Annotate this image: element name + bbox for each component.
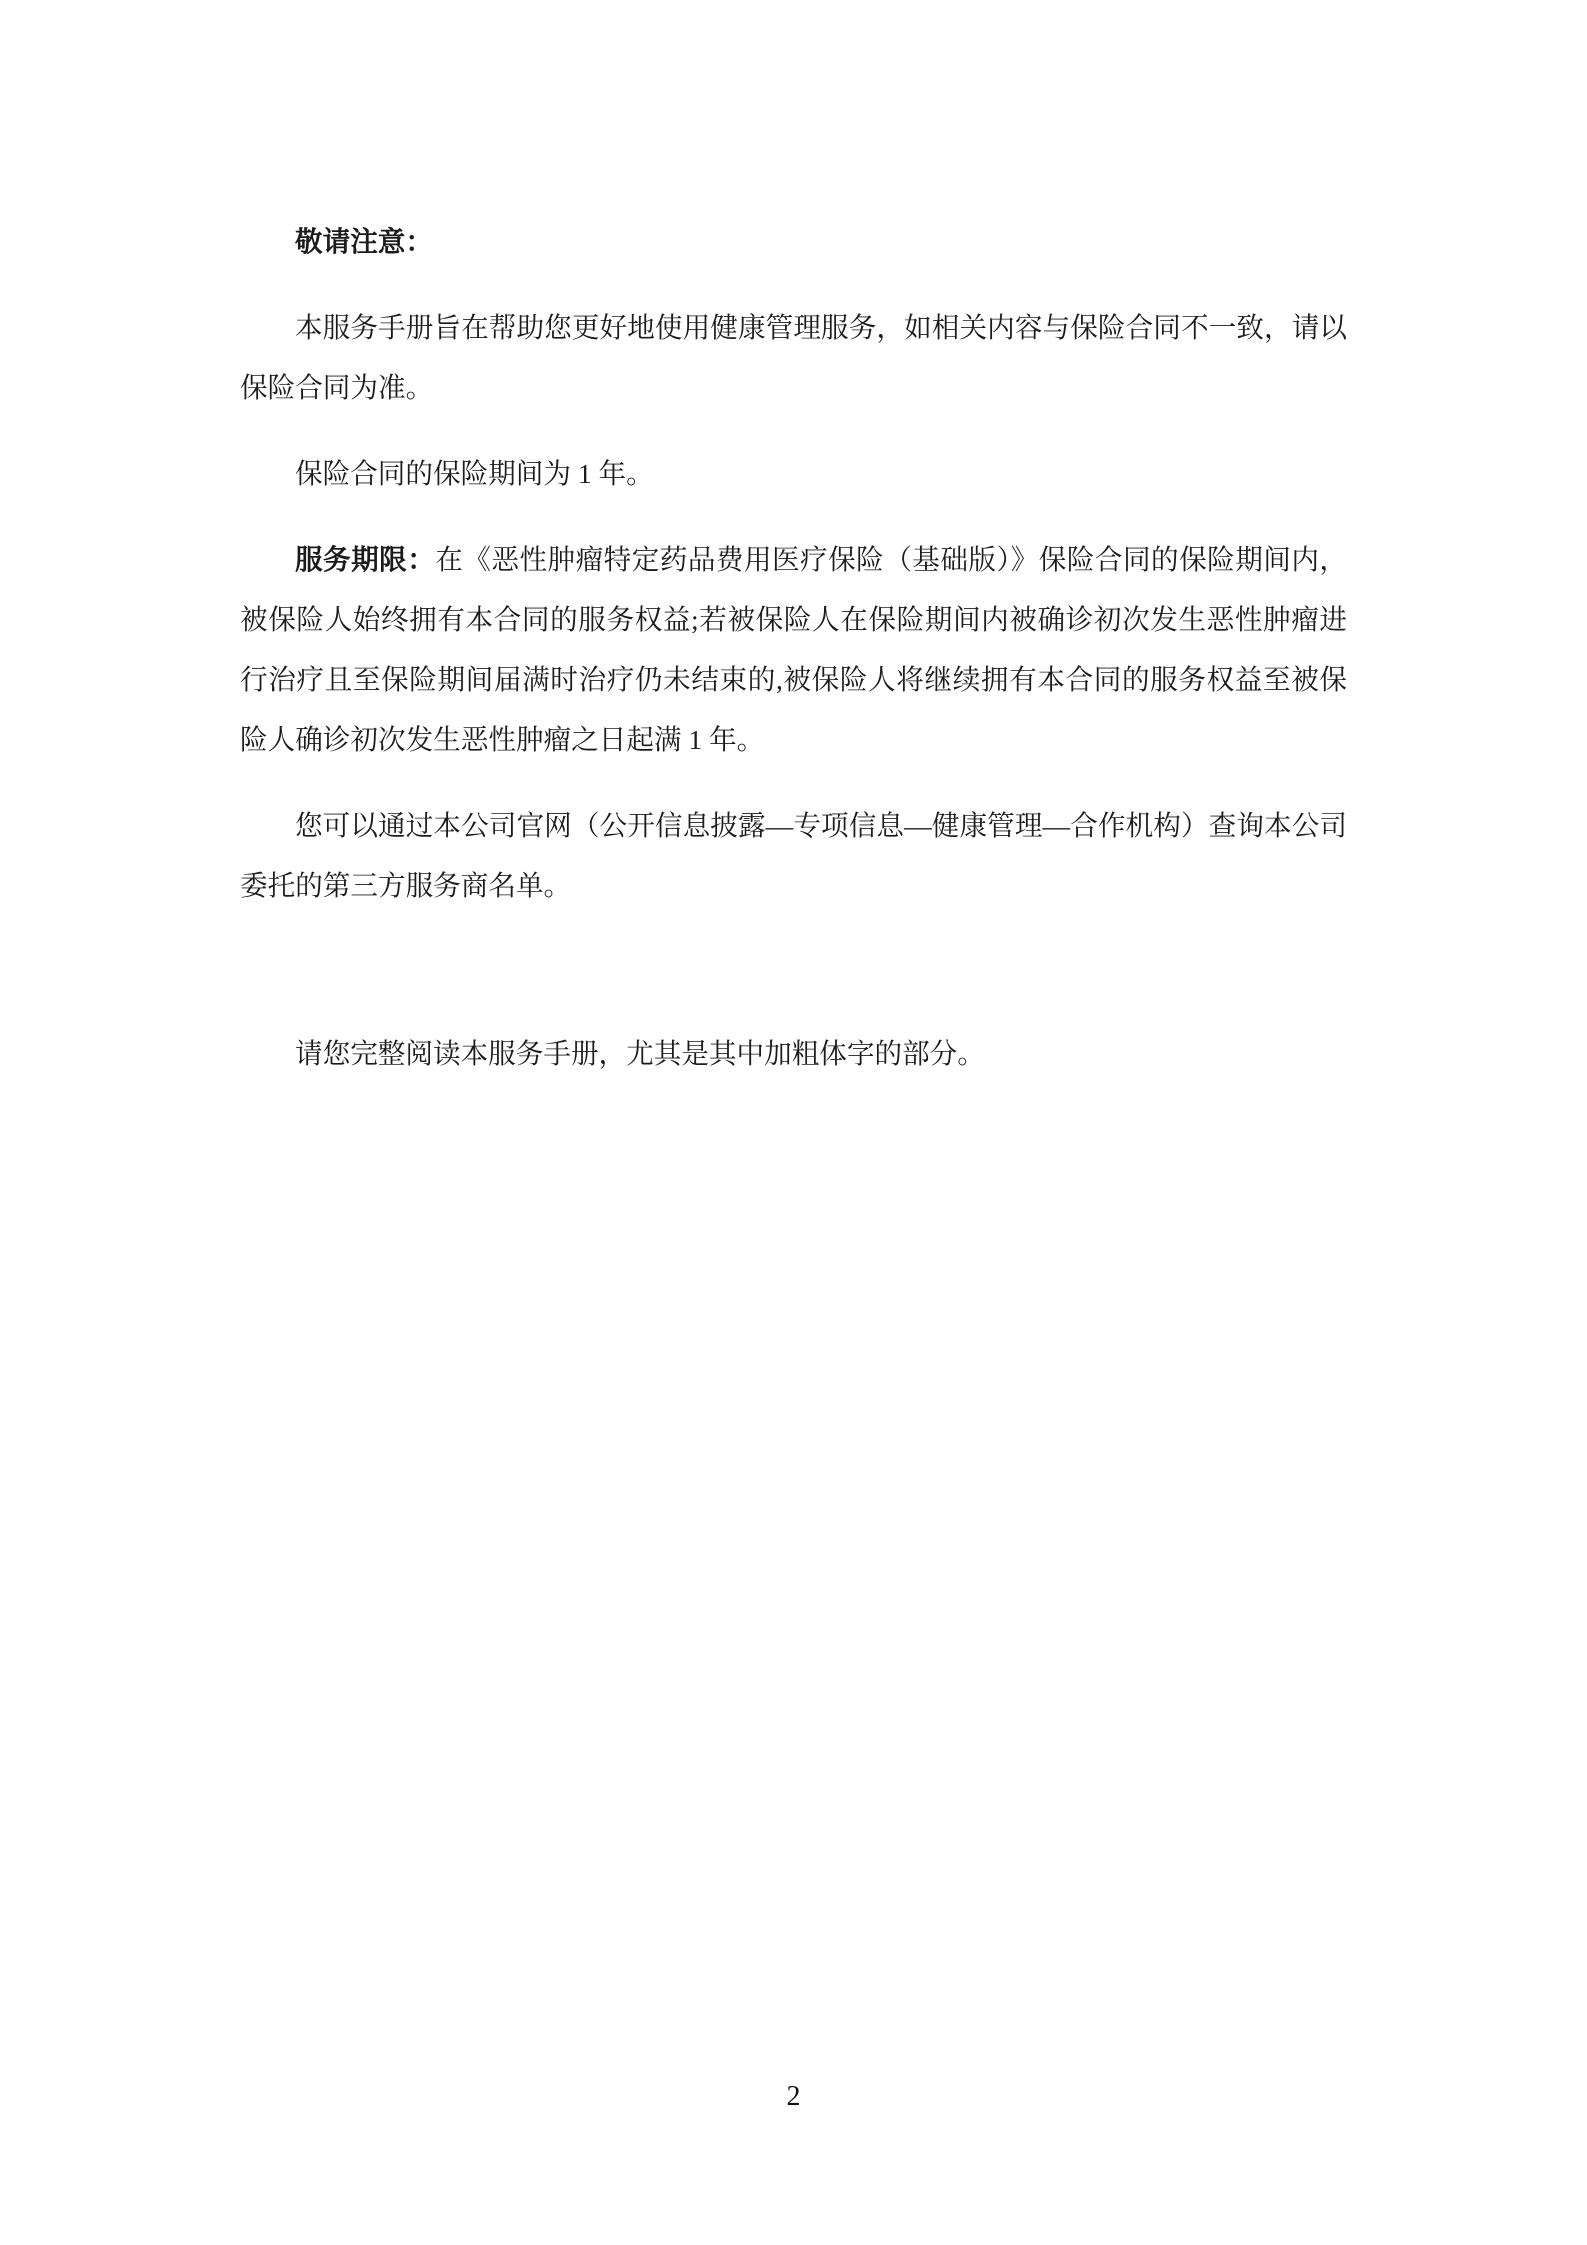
paragraph-read-notice: 请您完整阅读本服务手册，尤其是其中加粗体字的部分。 <box>295 1038 985 1069</box>
page-number: 2 <box>786 2081 801 2112</box>
paragraph-insurance-period: 保险合同的保险期间为 1 年。 <box>295 458 654 489</box>
notice-heading: 敬请注意： <box>295 226 433 257</box>
paragraph-service-period <box>240 530 1347 770</box>
service-period-label: 服务期限： <box>295 544 436 575</box>
service-period-body: 在《恶性肿瘤特定药品费用医疗保险（基础版）》保险合同的保险期间内，被保险人始终拥有本合同的服务权益;若被保险人在保险期间内被确诊初次发生恶性肿瘤进行治疗且至保险期间届满时治疗仍未结束的,被保险人将继续拥有本合同的服务权益至被保险人确诊初次发生恶性肿瘤之日起满 1 年。 <box>240 544 1347 755</box>
paragraph-official-website: 您可以通过本公司官网（公开信息披露—专项信息—健康管理—合作机构）查询本公司委托的第三方服务商名单。 <box>240 810 1347 901</box>
paragraph-intro: 本服务手册旨在帮助您更好地使用健康管理服务，如相关内容与保险合同不一致，请以保险合同为准。 <box>240 312 1347 403</box>
page-content <box>240 212 1347 1110</box>
notice-heading-paragraph <box>240 212 1347 272</box>
